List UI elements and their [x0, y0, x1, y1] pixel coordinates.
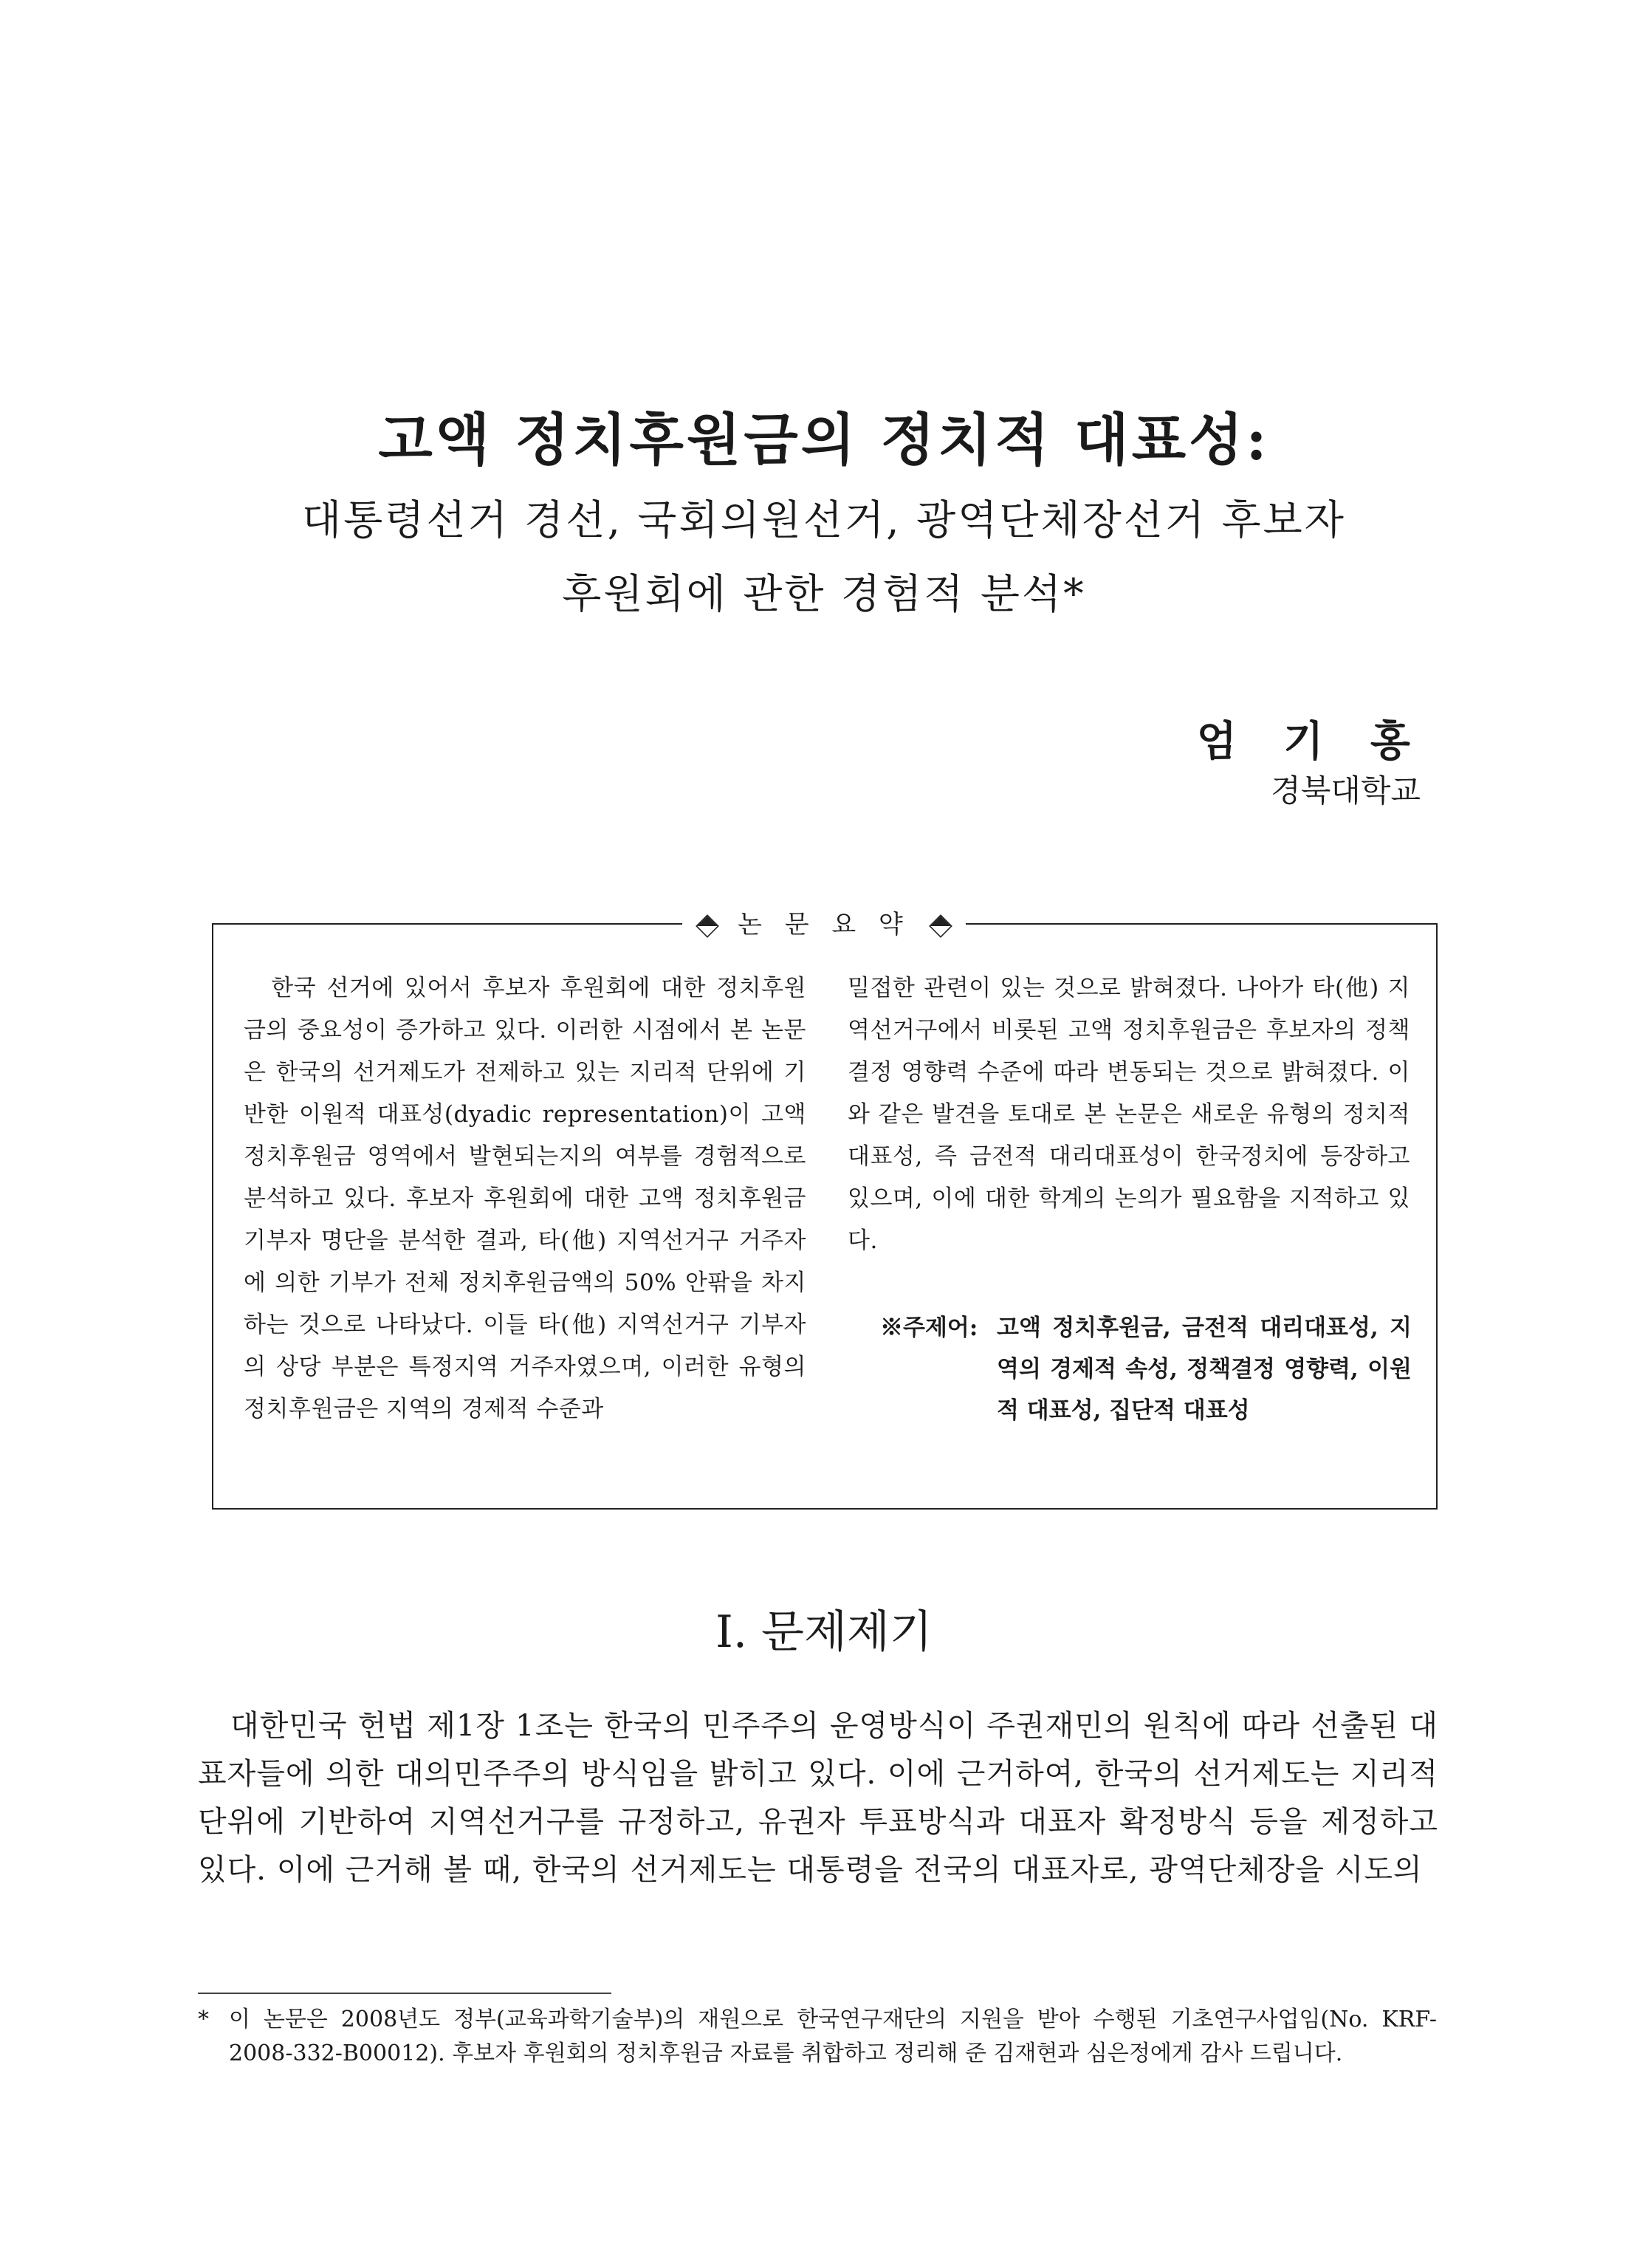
keywords-label: ※주제어:	[880, 1315, 978, 1341]
abstract-left-column	[244, 967, 806, 1431]
section-heading: I. 문제제기	[715, 1606, 933, 1658]
footnote	[198, 2003, 1437, 2071]
paper-subtitle-line-1: 대통령선거 경선, 국회의원선거, 광역단체장선거 후보자	[302, 496, 1346, 544]
author-affiliation: 경북대학교	[1271, 772, 1421, 809]
diamond-icon	[929, 914, 952, 938]
paper-title: 고액 정치후원금의 정치적 대표성:	[378, 407, 1270, 473]
footnote-divider	[198, 1993, 611, 1994]
footnote-text: 이 논문은 2008년도 정부(교육과학기술부)의 재원으로 한국연구재단의 지원을 받아 수행된 기초연구사업임(No. KRF-2008-332-B00012). 후보자 후원회의 정치후원금 자료를 취합하고 정리해 준 김재현과 심은정에게 감사 드립니다.	[229, 2007, 1437, 2066]
body-text	[198, 1702, 1438, 1894]
abstract-right-column	[848, 967, 1410, 1262]
footnote-mark: *	[198, 2007, 209, 2032]
abstract-text-right: 밀접한 관련이 있는 것으로 밝혀졌다. 나아가 타(他) 지역선거구에서 비롯된 고액 정치후원금은 후보자의 정책결정 영향력 수준에 따라 변동되는 것으로 밝혀졌다. 이와 같은 발견을 토대로 본 논문은 새로운 유형의 정치적 대표성, 즉 금전적 대리대표성이 한국정치에 등장하고 있으며, 이에 대한 학계의 논의가 필요함을 지적하고 있다.	[848, 975, 1410, 1254]
diamond-icon	[696, 914, 719, 938]
abstract-text-left: 한국 선거에 있어서 후보자 후원회에 대한 정치후원금의 중요성이 증가하고 있다. 이러한 시점에서 본 논문은 한국의 선거제도가 전제하고 있는 지리적 단위에 기반한 이원적 대표성(dyadic representation)이 고액 정치후원금 영역에서 발현되는지의 여부를 경험적으로 분석하고 있다. 후보자 후원회에 대한 고액 정치후원금 기부자 명단을 분석한 결과, 타(他) 지역선거구 거주자에 의한 기부가 전체 정치후원금액의 50% 안팎을 차지하는 것으로 나타났다. 이들 타(他) 지역선거구 기부자의 상당 부분은 특정지역 거주자였으며, 이러한 유형의 정치후원금은 지역의 경제적 수준과	[244, 975, 806, 1422]
paper-subtitle-line-2: 후원회에 관한 경험적 분석*	[562, 570, 1086, 617]
author-name: 엄 기 홍	[1196, 717, 1426, 766]
keywords	[880, 1307, 1412, 1431]
abstract-header	[0, 904, 1648, 940]
keywords-list: 고액 정치후원금, 금전적 대리대표성, 지역의 경제적 속성, 정책결정 영향력, 이원적 대표성, 집단적 대표성	[997, 1315, 1412, 1424]
body-paragraph: 대한민국 헌법 제1장 1조는 한국의 민주주의 운영방식이 주권재민의 원칙에 따라 선출된 대표자들에 의한 대의민주주의 방식임을 밝히고 있다. 이에 근거하여, 한국의 선거제도는 지리적 단위에 기반하여 지역선거구를 규정하고, 유권자 투표방식과 대표자 확정방식 등을 제정하고 있다. 이에 근거해 볼 때, 한국의 선거제도는 대통령을 전국의 대표자로, 광역단체장을 시도의	[198, 1709, 1438, 1887]
abstract-label: 논 문 요 약	[738, 910, 910, 939]
